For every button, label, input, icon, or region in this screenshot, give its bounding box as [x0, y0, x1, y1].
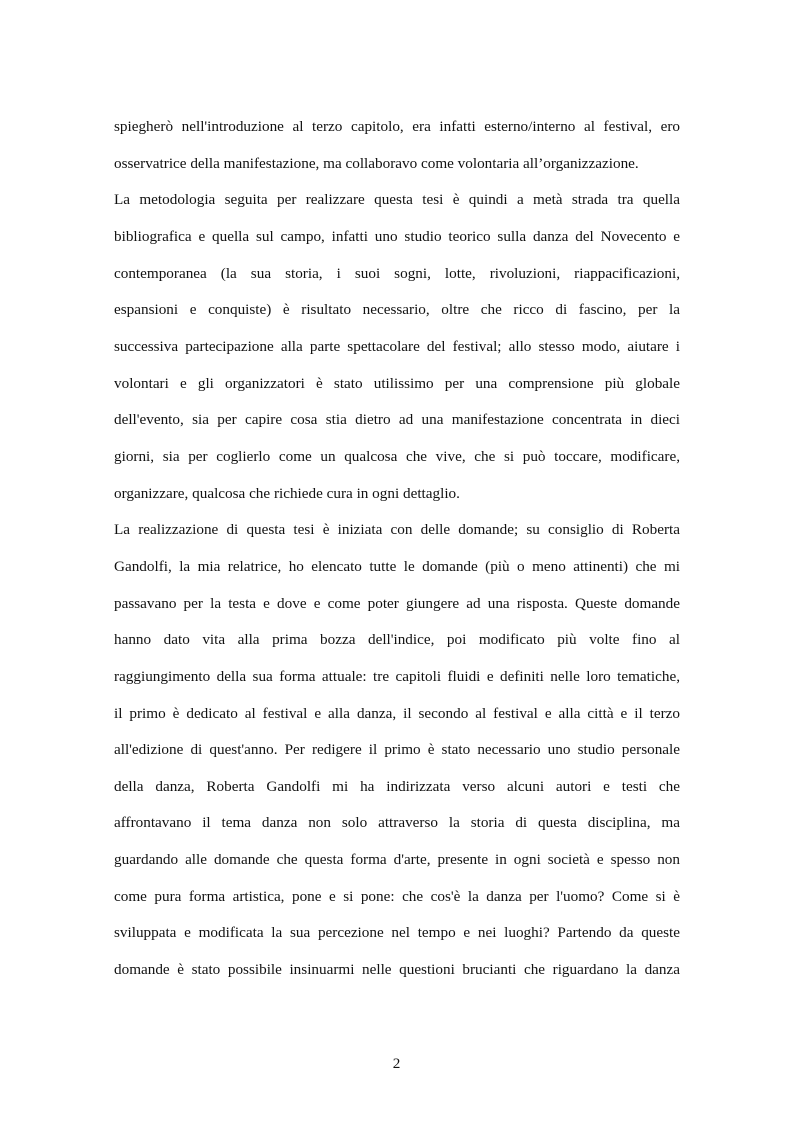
text-line: dell'evento, sia per capire cosa stia dietro ad una manifestazione concentrata in dieci: [114, 411, 680, 429]
text-line: spiegherò nell'introduzione al terzo capitolo, era infatti esterno/interno al festival, ero: [114, 118, 680, 135]
text-line: come pura forma artistica, pone e si pone: che cos'è la danza per l'uomo? Come si è: [114, 887, 680, 905]
text-line: Gandolfi, la mia relatrice, ho elencato tutte le domande (più o meno attinenti) che mi: [114, 557, 680, 575]
text-line: affrontavano il tema danza non solo attraverso la storia di questa disciplina, ma: [114, 814, 680, 832]
text-line: il primo è dedicato al festival e alla danza, il secondo al festival e alla città e il terzo: [114, 704, 680, 722]
text-line: giorni, sia per coglierlo come un qualcosa che vive, che si può toccare, modificare,: [114, 447, 680, 465]
text-line: osservatrice della manifestazione, ma collaboravo come volontaria all’organizzazione.: [114, 154, 639, 172]
text-line: della danza, Roberta Gandolfi mi ha indirizzata verso alcuni autori e testi che: [114, 777, 680, 795]
text-line: bibliografica e quella sul campo, infatti uno studio teorico sulla danza del Novecento e: [114, 227, 680, 245]
text-line: contemporanea (la sua storia, i suoi sogni, lotte, rivoluzioni, riappacificazioni,: [114, 264, 680, 282]
text-line: hanno dato vita alla prima bozza dell'indice, poi modificato più volte fino al: [114, 631, 680, 649]
text-line: successiva partecipazione alla parte spettacolare del festival; allo stesso modo, aiutare i: [114, 337, 680, 355]
text-line: espansioni e conquiste) è risultato necessario, oltre che ricco di fascino, per la: [114, 301, 680, 319]
page-number: 2: [392, 1055, 401, 1072]
text-line: La metodologia seguita per realizzare questa tesi è quindi a metà strada tra quella: [114, 191, 680, 209]
text-line: all'edizione di quest'anno. Per redigere il primo è stato necessario uno studio personale: [114, 741, 680, 759]
text-line: organizzare, qualcosa che richiede cura in ogni dettaglio.: [114, 484, 460, 502]
text-line: La realizzazione di questa tesi è iniziata con delle domande; su consiglio di Roberta: [114, 521, 680, 539]
text-line: volontari e gli organizzatori è stato utilissimo per una comprensione più globale: [114, 374, 680, 392]
text-line: domande è stato possibile insinuarmi nelle questioni brucianti che riguardano la danza: [114, 961, 680, 979]
body-text: [114, 109, 680, 989]
text-line: raggiungimento della sua forma attuale: tre capitoli fluidi e definiti nelle loro tematiche,: [114, 667, 680, 685]
text-line: passavano per la testa e dove e come poter giungere ad una risposta. Queste domande: [114, 594, 680, 612]
text-line: guardando alle domande che questa forma d'arte, presente in ogni società e spesso non: [114, 851, 680, 869]
text-line: sviluppata e modificata la sua percezione nel tempo e nei luoghi? Partendo da queste: [114, 924, 680, 942]
